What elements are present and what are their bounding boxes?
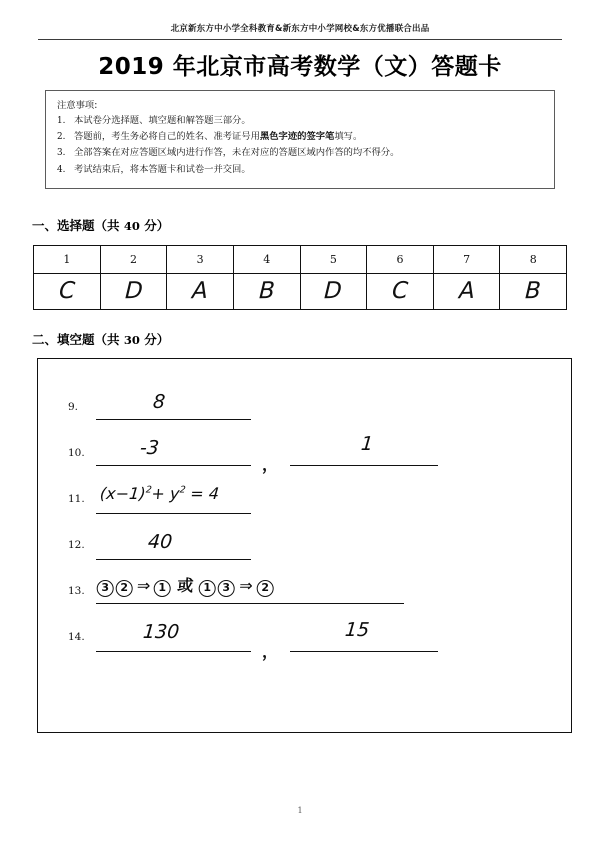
circled-numeral: 1 [154,580,171,597]
answer-rule[interactable] [96,419,251,420]
fill-in-blank-answer-box [37,358,572,733]
notice-item-number: 4. [57,164,66,175]
notice-title: 注意事项: [57,100,98,111]
table-row-answers [34,274,567,310]
question-number-label: 12. [68,539,85,551]
question-number-cell: 6 [367,246,434,274]
handwritten-answer: D [323,277,343,305]
blank-row-10 [38,425,571,474]
notice-box [45,90,555,189]
answer-cell[interactable] [100,274,167,310]
handwritten-answer [95,573,276,597]
question-number-cell: 7 [433,246,500,274]
blank-row-11 [38,471,571,517]
question-number-label: 13. [68,585,85,597]
heading-text-pre: 二、填空题（共 [32,332,124,347]
notice-item-number: 3. [57,148,66,159]
question-number-cell: 2 [100,246,167,274]
handwritten-answer: 40 [147,531,174,553]
handwritten-answer: A [458,277,476,305]
notice-item-number: 2. [57,132,66,143]
handwritten-answer: B [258,277,276,305]
notice-list [57,113,554,178]
question-number-label: 11. [68,493,85,505]
blank-row-12 [38,517,571,563]
section-heading-multiple-choice [32,216,169,234]
question-number-cell: 3 [167,246,234,274]
or-word: 或 [176,576,195,595]
heading-text-post: 分） [139,218,170,233]
implies-arrow-icon: ⇒ [238,576,254,595]
answer-cell[interactable] [167,274,234,310]
answer-separator: ， [262,455,279,474]
answer-rule-2[interactable] [290,465,438,466]
circled-numeral: 1 [199,580,216,597]
notice-item [57,113,554,129]
question-number-cell: 8 [500,246,567,274]
heading-points: 30 [123,333,140,347]
question-number-cell: 5 [300,246,367,274]
answer-cell[interactable] [433,274,500,310]
heading-text-post: 分） [139,332,170,347]
blank-row-9 [38,379,571,425]
question-number-cell: 4 [233,246,300,274]
answer-separator: ， [262,642,279,661]
implies-arrow-icon: ⇒ [136,576,152,595]
handwritten-answer: -3 [139,437,160,459]
notice-item-text: 本试卷分选择题、填空题和解答题三部分。 [74,115,251,126]
heading-points: 40 [123,219,140,233]
question-number-label: 9. [68,401,79,413]
notice-item-text-tail: 填写。 [334,131,363,143]
answer-cell[interactable] [367,274,434,310]
circled-numeral: 3 [218,580,235,597]
handwritten-answer-2: 15 [344,619,371,641]
handwritten-answer: C [391,277,409,305]
notice-item-text: 答题前，考生务必将自己的姓名、准考证号用 [74,131,260,143]
answer-rule[interactable] [96,603,404,604]
question-number-cell: 1 [34,246,101,274]
multiple-choice-answer-table [33,245,567,310]
blank-row-14 [38,609,571,661]
answer-rule[interactable] [96,513,251,514]
circled-numeral: 3 [97,580,114,597]
answer-rule[interactable] [96,559,251,560]
table-row-question-numbers [34,246,567,274]
notice-item-text: 考试结束后，将本答题卡和试卷一并交回。 [74,163,251,175]
page-number: 1 [297,806,303,815]
notice-item [57,145,554,161]
handwritten-answer: 8 [152,391,167,413]
answer-rule[interactable] [96,465,251,466]
handwritten-answer: A [191,277,209,305]
publisher-header: 北京新东方中小学全科教育&新东方中小学网校&东方优播联合出品 [170,24,430,34]
notice-item-text: 全部答案在对应答题区域内进行作答，未在对应的答题区域内作答的均不得分。 [74,147,400,159]
answer-rule-2[interactable] [290,651,438,652]
handwritten-answer: B [524,277,542,305]
question-number-label: 10. [68,447,85,459]
header-divider [38,39,562,40]
notice-item [57,162,554,178]
answer-cell[interactable] [233,274,300,310]
blank-row-13 [38,563,571,609]
question-number-label: 14. [68,631,85,643]
notice-item [57,129,554,145]
heading-text-pre: 一、选择题（共 [32,218,124,233]
page-title: 2019 年北京市高考数学（文）答题卡 [98,54,502,80]
handwritten-answer-2: 1 [360,433,375,455]
notice-item-number: 1. [57,116,66,126]
notice-item-emphasis: 黑色字迹的签字笔 [259,131,335,143]
section-heading-fill-in-blank [32,330,169,348]
circled-numeral: 2 [257,580,274,597]
answer-cell[interactable] [500,274,567,310]
circled-numeral: 2 [116,580,133,597]
handwritten-answer: $(x-1)^2+ y^2 = 4$ [99,484,220,503]
handwritten-answer: 130 [142,621,181,643]
answer-cell[interactable] [34,274,101,310]
handwritten-answer: D [124,277,143,305]
answer-cell[interactable] [300,274,367,310]
answer-rule[interactable] [96,651,251,652]
handwritten-answer: C [58,277,76,305]
